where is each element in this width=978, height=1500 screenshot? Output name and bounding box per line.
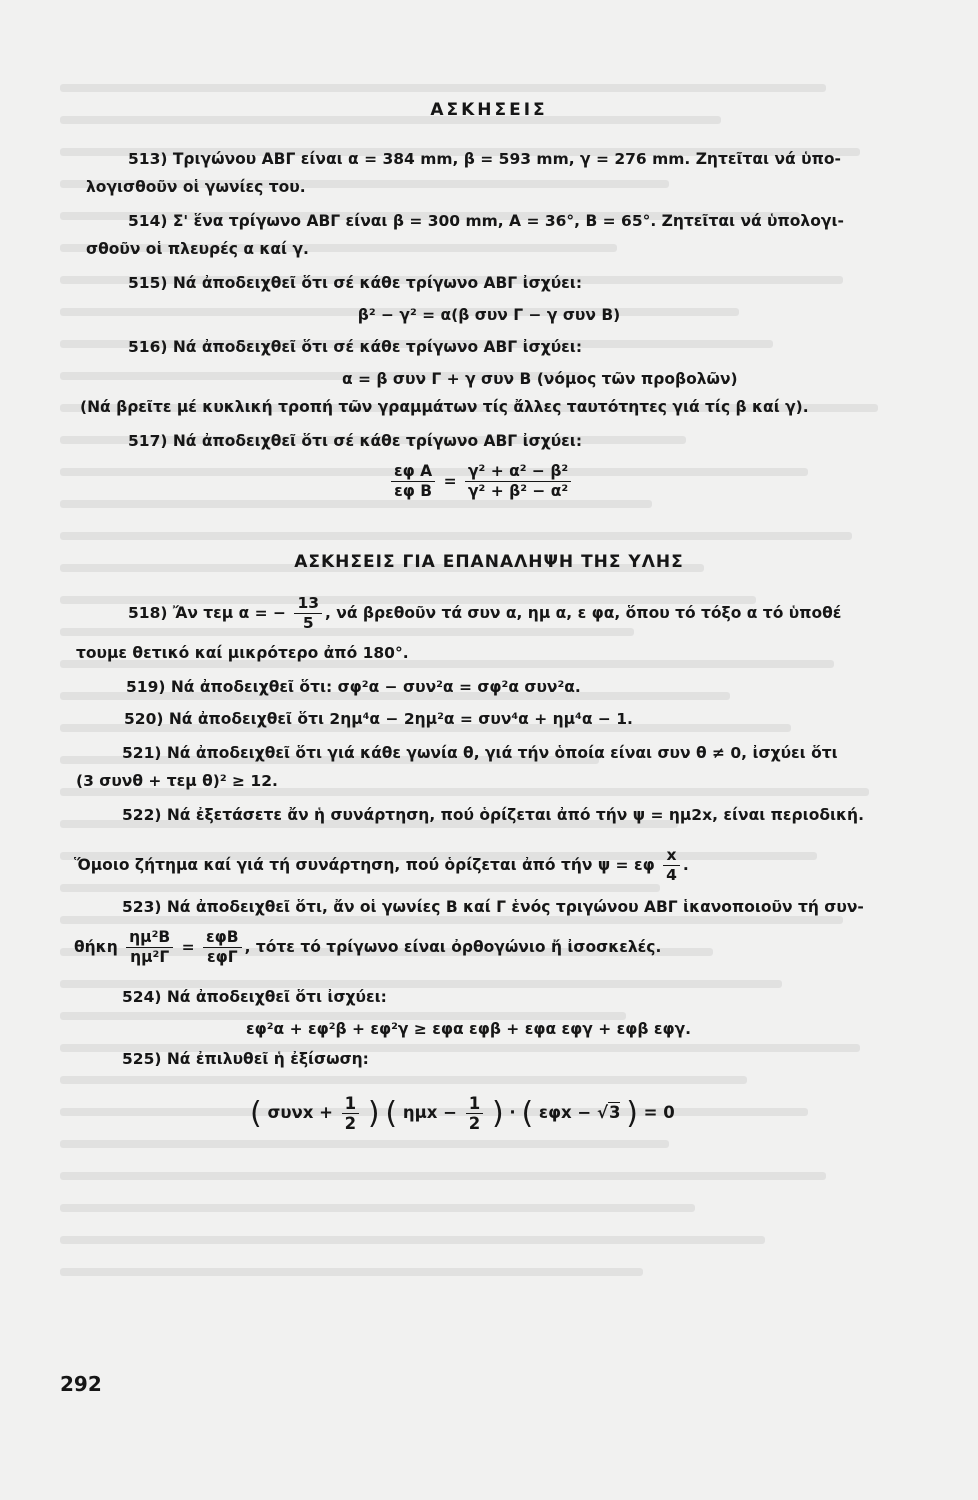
- fraction-numerator: 1: [466, 1094, 483, 1114]
- right-paren: ): [491, 1096, 504, 1131]
- exercise-522-line1: 522) Νά ἐξετάσετε ἄν ἡ συνάρτηση, πού ὁρίζεται ἀπό τήν ψ = ημ2x, είναι περιοδική.: [122, 806, 864, 824]
- term-cos: συνx +: [267, 1103, 333, 1122]
- exercise-521-line1: 521) Νά ἀποδειχθεῖ ὅτι γιά κάθε γωνία θ, γιά τήν ὁποία είναι συν θ ≠ 0, ἰσχύει ὅτι: [122, 744, 838, 762]
- exercise-517-text: 517) Νά ἀποδειχθεῖ ὅτι σέ κάθε τρίγωνο ΑΒΓ ἰσχύει:: [128, 432, 583, 450]
- left-paren: (: [250, 1096, 262, 1131]
- exercise-513-line1: 513) Τριγώνου ΑΒΓ είναι α = 384 mm, β = 593 mm, γ = 276 mm. Ζητεῖται νά ὑπο-: [128, 150, 841, 168]
- exercise-525-equation: [250, 1094, 675, 1133]
- exercise-522-suffix: .: [682, 856, 689, 874]
- fraction-one-half: [466, 1094, 483, 1133]
- exercise-518-line2: τουμε θετικό καί μικρότερο ἀπό 180°.: [76, 644, 409, 662]
- equals-sign: =: [181, 938, 195, 956]
- fraction-sides-ratio: [465, 462, 571, 501]
- right-paren: ): [367, 1096, 380, 1131]
- fraction-denominator: 4: [666, 866, 677, 884]
- fraction-denominator: ημ²Γ: [130, 948, 170, 966]
- fraction-numerator: γ² + α² − β²: [465, 462, 571, 482]
- exercise-518-line1: [128, 594, 841, 633]
- exercise-514-line1: 514) Σ' ἕνα τρίγωνο ΑΒΓ είναι β = 300 mm, Α = 36°, Β = 65°. Ζητεῖται νά ὑπολογι-: [128, 212, 844, 230]
- exercise-523-prefix: θήκη: [74, 938, 118, 956]
- fraction-numerator: εφΒ: [203, 928, 242, 948]
- exercise-520: 520) Νά ἀποδειχθεῖ ὅτι 2ημ⁴α − 2ημ²α = συν⁴α + ημ⁴α − 1.: [124, 710, 633, 728]
- exercise-522-prefix: Ὅμοιο ζήτημα καί γιά τή συνάρτηση, πού ὁρίζεται ἀπό τήν ψ = εφ: [74, 856, 655, 874]
- exercise-521-line2: (3 συνθ + τεμ θ)² ≥ 12.: [76, 772, 278, 790]
- equation-rhs: = 0: [643, 1103, 675, 1122]
- exercise-524-text: 524) Νά ἀποδειχθεῖ ὅτι ἰσχύει:: [122, 988, 387, 1006]
- exercise-523-line1: 523) Νά ἀποδειχθεῖ ὅτι, ἄν οἱ γωνίες Β καί Γ ἑνός τριγώνου ΑΒΓ ἱκανοποιοῦν τή συν-: [122, 898, 864, 916]
- fraction-denominator: εφΓ: [206, 948, 238, 966]
- exercise-515-text: 515) Νά ἀποδειχθεῖ ὅτι σέ κάθε τρίγωνο ΑΒΓ ἰσχύει:: [128, 274, 583, 292]
- fraction-numerator: ημ²Β: [126, 928, 173, 948]
- exercise-514-line2: σθοῦν οἱ πλευρές α καί γ.: [86, 240, 309, 258]
- right-paren: ): [626, 1096, 638, 1131]
- fraction-numerator: 13: [294, 594, 322, 614]
- fraction-denominator: εφ Β: [394, 482, 433, 500]
- left-paren: (: [521, 1096, 534, 1131]
- fraction-denominator: 2: [344, 1114, 357, 1133]
- exercise-518-prefix: 518) Ἄν τεμ α = −: [128, 604, 287, 622]
- left-paren: (: [385, 1096, 398, 1131]
- exercise-523-line2: [74, 928, 661, 967]
- term-tan: εφx − √: [538, 1103, 608, 1122]
- fraction-denominator: γ² + β² − α²: [467, 482, 569, 500]
- exercise-519: 519) Νά ἀποδειχθεῖ ὅτι: σφ²α − συν²α = σφ²α συν²α.: [126, 678, 581, 696]
- exercise-522-line2: [74, 846, 689, 885]
- sqrt-radicand: 3: [608, 1103, 621, 1122]
- term-sin: ημx −: [402, 1103, 457, 1122]
- exercise-516-note: (Νά βρεῖτε μέ κυκλική τροπή τῶν γραμμάτων τίς ἄλλες ταυτότητες γιά τίς β καί γ).: [80, 398, 809, 416]
- exercise-523-suffix: , τότε τό τρίγωνο είναι ὀρθογώνιο ἤ ἰσοσκελές.: [244, 938, 662, 956]
- exercise-517-formula: [388, 462, 574, 501]
- fraction-numerator: εφ Α: [391, 462, 435, 482]
- exercise-524-formula: εφ²α + εφ²β + εφ²γ ≥ εφα εφβ + εφα εφγ + εφβ εφγ.: [246, 1020, 692, 1038]
- fraction-tangent: [203, 928, 242, 967]
- exercise-516-formula: α = β συν Γ + γ συν Β (νόμος τῶν προβολῶν): [342, 370, 738, 388]
- exercise-515-formula: β² − γ² = α(β συν Γ − γ συν Β): [357, 306, 621, 324]
- fraction-x-4: [663, 846, 680, 885]
- fraction-numerator: x: [663, 846, 680, 866]
- exercise-518-suffix: , νά βρεθοῦν τά συν α, ημ α, ε φα, ὅπου τό τόξο α τό ὑποθέ: [325, 604, 842, 622]
- exercise-513-line2: λογισθοῦν οἱ γωνίες του.: [86, 178, 306, 196]
- fraction-13-5: [294, 594, 322, 633]
- exercise-516-text: 516) Νά ἀποδειχθεῖ ὅτι σέ κάθε τρίγωνο ΑΒΓ ἰσχύει:: [128, 338, 583, 356]
- fraction-denominator: 5: [302, 614, 314, 632]
- section-heading: ΑΣΚΗΣΕΙΣ: [430, 100, 548, 120]
- fraction-sin-squared: [126, 928, 173, 967]
- product-dot: ·: [509, 1103, 516, 1122]
- exercise-525-text: 525) Νά ἐπιλυθεῖ ἡ ἐξίσωση:: [122, 1050, 369, 1068]
- fraction-one-half: [342, 1094, 359, 1133]
- equals-sign: =: [443, 472, 457, 490]
- fraction-denominator: 2: [468, 1114, 481, 1133]
- fraction-tan-ratio: [391, 462, 435, 501]
- section-heading-review: ΑΣΚΗΣΕΙΣ ΓΙΑ ΕΠΑΝΑΛΗΨΗ ΤΗΣ ΥΛΗΣ: [294, 552, 684, 572]
- fraction-numerator: 1: [342, 1094, 359, 1114]
- page-number: 292: [60, 1372, 102, 1396]
